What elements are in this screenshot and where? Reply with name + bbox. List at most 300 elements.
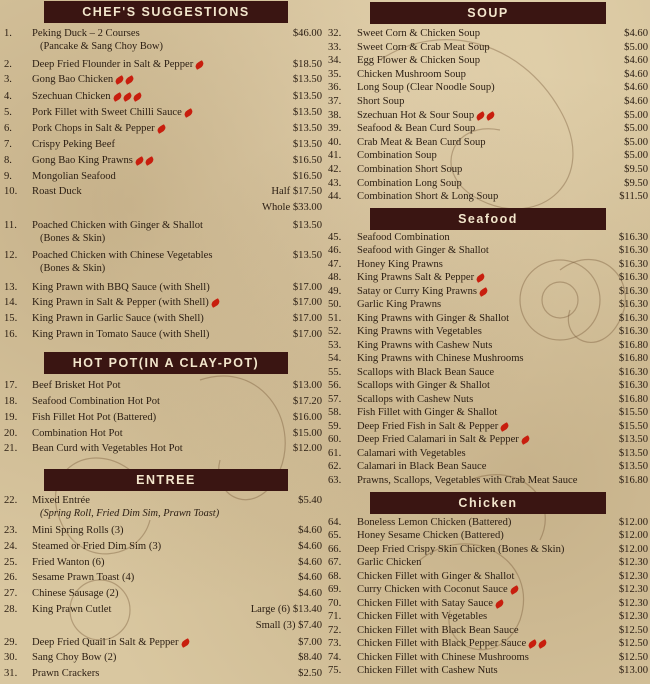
item-name-text: King Prawn in Garlic Sauce (with Shell) [32,313,204,324]
item-price: $13.50 [292,139,322,150]
menu-item [4,571,322,584]
item-name [357,651,529,664]
item-name-text: Combination Short Soup [357,164,463,175]
item-price-secondary [4,201,322,214]
chili-icon [210,298,221,308]
item-name-text: Prawn Crackers [32,668,100,679]
item-price: $5.00 [624,110,648,121]
item-number: 31. [4,668,18,679]
item-name [32,556,105,569]
menu-item [328,379,648,392]
item-number: 12. [4,250,18,261]
item-number: 57. [328,394,342,405]
item-number: 27. [4,588,18,599]
menu-item [328,516,648,529]
item-price: $13.00 [292,380,322,391]
item-name-text: Chicken Fillet with Chinese Mushrooms [357,652,529,663]
chili-icon [475,273,486,283]
menu-item [328,474,648,487]
chili-icon [156,124,167,134]
item-name [32,27,140,40]
item-price: $16.50 [292,155,322,166]
item-name [357,543,564,556]
item-price: $17.00 [292,329,322,340]
item-price: $12.00 [618,530,648,541]
menu-item [328,163,648,176]
item-number: 5. [4,107,12,118]
item-name [32,296,220,309]
item-name [357,109,495,122]
item-name-text: Prawns, Scallops, Vegetables with Crab Meat Sauce [357,475,578,486]
item-name [32,587,119,600]
item-price: $46.00 [292,28,322,39]
item-price: $9.50 [624,164,648,175]
item-number: 4. [4,91,12,102]
item-price: $4.60 [298,541,322,552]
item-name [32,170,116,183]
item-name-text: Deep Fried Crispy Skin Chicken (Bones & Skin) [357,544,565,555]
item-price: $4.60 [298,588,322,599]
item-name-text: Gong Bao King Prawns [32,155,133,166]
menu-item [328,298,648,311]
item-price: $12.30 [618,611,648,622]
item-price: $16.80 [618,340,648,351]
item-number: 49. [328,286,342,297]
item-number: 7. [4,139,12,150]
menu-item [4,249,322,262]
chili-icon [537,639,548,649]
item-price: $4.60 [624,96,648,107]
item-name-text: Satay or Curry King Prawns [357,286,478,297]
chili-icon [112,92,123,102]
menu-item [328,393,648,406]
menu-item [4,185,322,198]
section-header-chicken: Chicken [370,492,606,514]
item-number: 68. [328,571,342,582]
item-name [357,312,509,325]
item-name-text: Deep Fried Fish in Salt & Pepper [357,421,499,432]
item-price: $17.00 [292,297,322,308]
item-number: 59. [328,421,342,432]
item-name-text: Long Soup (Clear Noodle Soup) [357,82,495,93]
menu-item [328,597,648,610]
item-name [357,244,489,257]
item-name-text: Mongolian Seafood [32,171,116,182]
item-number: 16. [4,329,18,340]
menu-item [328,529,648,542]
item-price: $16.30 [618,259,648,270]
item-name [357,81,495,94]
menu-item [328,637,648,650]
item-name-text: Crab Meat & Bean Curd Soup [357,137,486,148]
item-number: 55. [328,367,342,378]
item-name [357,177,462,190]
item-name-text: Combination Long Soup [357,178,462,189]
chili-icon [183,108,194,118]
item-price: $16.80 [618,475,648,486]
item-name-text: Mini Spring Rolls (3) [32,525,124,536]
item-price: $13.50 [292,220,322,231]
item-name [357,27,480,40]
menu-item [4,296,322,309]
item-name-text: King Prawns with Cashew Nuts [357,340,493,351]
item-subtitle: (Pancake & Sang Choy Bow) [40,41,163,52]
item-name [32,651,116,664]
item-price: $7.00 [298,637,322,648]
item-name [357,352,524,365]
item-number: 52. [328,326,342,337]
item-name-text: Scallops with Cashew Nuts [357,394,474,405]
item-price: $16.30 [618,286,648,297]
item-number: 32. [328,28,342,39]
menu-item [4,494,322,507]
item-price: $4.60 [624,69,648,80]
item-name-text: Chicken Mushroom Soup [357,69,466,80]
item-name-text: Scallops with Black Bean Sauce [357,367,495,378]
item-number: 37. [328,96,342,107]
item-number: 65. [328,530,342,541]
item-price: $16.30 [618,299,648,310]
item-price: $4.60 [624,55,648,66]
chili-icon [494,599,505,609]
item-number: 64. [328,517,342,528]
item-price: $17.20 [292,396,322,407]
item-name [357,474,577,487]
item-number: 34. [328,55,342,66]
menu-item [4,27,322,40]
menu-item [4,556,322,569]
item-name-text: Mixed Entrée [32,495,90,506]
item-name [357,637,547,650]
section-header-hotpot: HOT POT(IN A CLAY-POT) [44,352,288,374]
item-price: $12.30 [618,598,648,609]
section-header-seafood: Seafood [370,208,606,230]
menu-item [4,138,322,151]
item-name [357,570,514,583]
item-name-text: Sweet Corn & Chicken Soup [357,28,480,39]
item-name [32,312,204,325]
item-number: 51. [328,313,342,324]
menu-item [328,27,648,40]
item-number: 9. [4,171,12,182]
item-price: $17.00 [292,282,322,293]
menu-item [4,281,322,294]
item-price: $13.00 [618,665,648,676]
item-name [357,41,490,54]
item-name [357,393,473,406]
item-price: $4.60 [624,82,648,93]
item-price: $13.50 [618,434,648,445]
item-number: 2. [4,59,12,70]
item-price-secondary-text: Whole $33.00 [261,202,322,213]
item-name [357,420,509,433]
item-number: 42. [328,164,342,175]
item-name [357,583,519,596]
item-name-text: Seafood & Bean Curd Soup [357,123,476,134]
item-name [32,249,212,262]
item-name-text: Chicken Fillet with Cashew Nuts [357,665,498,676]
chili-icon [124,75,135,85]
item-name-text: Egg Flower & Chicken Soup [357,55,480,66]
menu-item [328,664,648,677]
item-number: 67. [328,557,342,568]
item-name [357,163,462,176]
item-price: $12.30 [618,557,648,568]
item-price: $16.30 [618,326,648,337]
item-number: 43. [328,178,342,189]
chili-icon [485,111,496,121]
item-number: 54. [328,353,342,364]
item-price: $12.50 [618,638,648,649]
item-name-text: Gong Bao Chicken [32,74,114,85]
menu-item [328,556,648,569]
item-number: 17. [4,380,18,391]
menu-item [4,603,322,616]
item-name-text: Chinese Sausage (2) [32,588,119,599]
item-price: $12.50 [618,625,648,636]
menu-item [4,106,322,119]
menu-item [328,54,648,67]
item-price: $5.00 [624,123,648,134]
item-number: 25. [4,557,18,568]
item-number: 11. [4,220,17,231]
item-name-text: King Prawns Salt & Pepper [357,272,475,283]
item-price: $13.50 [292,74,322,85]
item-price: $12.00 [618,517,648,528]
item-name [357,271,485,284]
item-number: 8. [4,155,12,166]
item-name-text: King Prawn with BBQ Sauce (with Shell) [32,282,210,293]
chili-icon [475,111,486,121]
menu-item [4,587,322,600]
item-number: 1. [4,28,12,39]
item-name [357,122,475,135]
item-name [357,258,443,271]
item-number: 47. [328,259,342,270]
item-name [32,154,154,167]
item-number: 21. [4,443,18,454]
menu-item [4,312,322,325]
item-name [357,54,480,67]
item-name-text: Steamed or Fried Dim Sim (3) [32,541,162,552]
section-header-soup: SOUP [370,2,606,24]
menu-item [328,177,648,190]
menu-item [4,524,322,537]
item-name-text: Short Soup [357,96,405,107]
chili-icon [194,60,205,70]
item-name [357,298,441,311]
item-price: $4.60 [298,572,322,583]
menu-item [4,379,322,392]
item-number: 70. [328,598,342,609]
item-name-text: Fried Wanton (6) [32,557,105,568]
item-name-text: Poached Chicken with Ginger & Shallot [32,220,203,231]
item-price: $2.50 [298,668,322,679]
item-name [32,667,99,680]
item-name [32,636,190,649]
item-name [32,411,156,424]
item-number: 48. [328,272,342,283]
item-number: 66. [328,544,342,555]
menu-item [328,339,648,352]
item-name-text: Sang Choy Bow (2) [32,652,117,663]
item-price: $13.50 [618,448,648,459]
item-name-text: Deep Fried Flounder in Salt & Pepper [32,59,194,70]
menu-item [328,41,648,54]
item-number: 23. [4,525,18,536]
item-name [357,624,519,637]
item-name-text: Fish Fillet with Ginger & Shallot [357,407,498,418]
item-number: 40. [328,137,342,148]
item-price: $16.30 [618,272,648,283]
item-name-text: Sesame Prawn Toast (4) [32,572,135,583]
item-price: $4.60 [298,557,322,568]
item-name [32,138,115,151]
menu-item [328,285,648,298]
item-number: 73. [328,638,342,649]
item-number: 38. [328,110,342,121]
item-name [357,556,421,569]
item-price: $18.50 [292,59,322,70]
menu-item [4,667,322,680]
chili-icon [509,585,520,595]
item-name-text: Garlic Chicken [357,557,422,568]
item-name [357,339,492,352]
item-name [32,442,183,455]
item-name-text: King Prawns with Vegetables [357,326,482,337]
menu-item [328,325,648,338]
menu-item [4,170,322,183]
menu-item [328,366,648,379]
menu-item [328,244,648,257]
item-name-text: Garlic King Prawns [357,299,442,310]
item-name [357,231,450,244]
item-number: 18. [4,396,18,407]
item-name-text: Chicken Fillet with Vegetables [357,611,488,622]
menu-item [4,122,322,135]
item-name [357,529,504,542]
menu-item [328,81,648,94]
item-price: $17.00 [292,313,322,324]
menu-item [328,460,648,473]
item-price: $16.00 [292,412,322,423]
item-price: $11.50 [619,191,648,202]
item-number: 39. [328,123,342,134]
item-name [32,281,210,294]
item-number: 20. [4,428,18,439]
item-price: $13.50 [292,123,322,134]
item-name [32,328,209,341]
item-name-text: Chicken Fillet with Ginger & Shallot [357,571,515,582]
menu-item [4,651,322,664]
item-name-text: Fish Fillet Hot Pot (Battered) [32,412,157,423]
item-number: 35. [328,69,342,80]
item-name [32,185,82,198]
item-price: $5.40 [298,495,322,506]
item-price: $15.50 [618,407,648,418]
item-number: 13. [4,282,18,293]
item-number: 26. [4,572,18,583]
item-price: Large (6) $13.40 [250,604,322,615]
item-price: $13.50 [292,91,322,102]
item-price: $16.30 [618,380,648,391]
item-name-text: Peking Duck – 2 Courses [32,28,140,39]
item-price: $16.30 [618,245,648,256]
item-price: $5.00 [624,42,648,53]
item-price: $4.60 [624,28,648,39]
menu-item [328,312,648,325]
item-number: 63. [328,475,342,486]
menu-item [328,352,648,365]
item-name-text: Boneless Lemon Chicken (Battered) [357,517,512,528]
chili-icon [520,435,531,445]
menu-item [4,73,322,86]
item-number: 46. [328,245,342,256]
item-name-text: Crispy Peking Beef [32,139,115,150]
item-name-text: Chicken Fillet with Black Pepper Sauce [357,638,527,649]
item-price: $8.40 [298,652,322,663]
item-number: 24. [4,541,18,552]
item-number: 53. [328,340,342,351]
item-name-text: King Prawns with Chinese Mushrooms [357,353,524,364]
chili-icon [478,287,489,297]
item-name-text: Combination Soup [357,150,437,161]
item-subtitle: (Bones & Skin) [40,233,106,244]
item-name-text: Curry Chicken with Coconut Sauce [357,584,508,595]
item-name-text: Seafood Combination Hot Pot [32,396,161,407]
item-name [32,122,166,135]
item-name-text: Deep Fried Calamari in Salt & Pepper [357,434,519,445]
item-price: $15.00 [292,428,322,439]
item-price: Half $17.50 [271,186,322,197]
item-price: $15.50 [618,421,648,432]
item-name-text: Chicken Fillet with Black Bean Sauce [357,625,519,636]
item-name-text: Roast Duck [32,186,82,197]
item-price: $16.30 [618,367,648,378]
item-number: 50. [328,299,342,310]
item-name [357,610,487,623]
section-header-chef: CHEF'S SUGGESTIONS [44,1,288,23]
item-name [32,73,134,86]
item-number: 3. [4,74,12,85]
item-name [357,149,437,162]
item-name-text: Beef Brisket Hot Pot [32,380,121,391]
item-number: 14. [4,297,18,308]
item-name [357,366,494,379]
item-name-text: Szechuan Hot & Sour Soup [357,110,475,121]
menu-item [4,442,322,455]
item-name [32,395,160,408]
menu-item [4,395,322,408]
chili-icon [132,92,143,102]
chili-icon [144,156,155,166]
menu-item [328,68,648,81]
item-name [357,285,488,298]
menu-item [328,583,648,596]
item-price: $12.50 [618,652,648,663]
item-name [357,325,482,338]
item-name [32,90,142,103]
item-name-text: Calamari in Black Bean Sauce [357,461,487,472]
item-number: 71. [328,611,342,622]
menu-item [4,328,322,341]
menu-item [328,95,648,108]
item-name-text: Honey Sesame Chicken (Battered) [357,530,504,541]
item-number: 60. [328,434,342,445]
item-number: 61. [328,448,342,459]
item-number: 69. [328,584,342,595]
menu-item [328,433,648,446]
